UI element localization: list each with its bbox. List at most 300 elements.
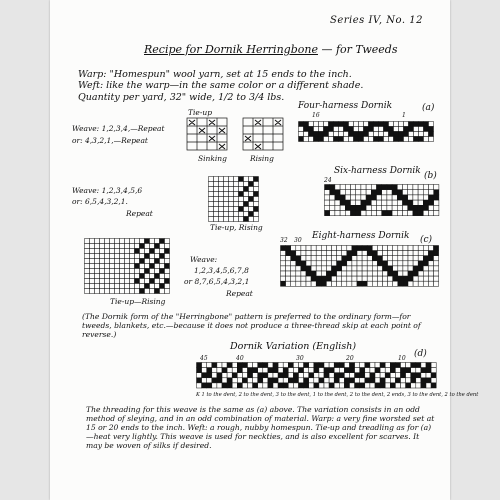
draft-cell bbox=[423, 195, 428, 200]
draft-cell bbox=[314, 363, 319, 368]
draft-cell bbox=[224, 187, 229, 192]
draft-cell bbox=[120, 249, 125, 254]
draft-cell bbox=[383, 246, 388, 251]
draft-cell bbox=[329, 363, 334, 368]
draft-cell bbox=[429, 127, 434, 132]
draft-cell bbox=[90, 269, 95, 274]
draft-cell bbox=[370, 368, 375, 373]
draft-cell bbox=[414, 127, 419, 132]
draft-cell bbox=[197, 363, 202, 368]
draft-cell bbox=[342, 251, 347, 256]
draft-cell bbox=[293, 378, 298, 383]
draft-cell bbox=[387, 200, 392, 205]
draft-cell bbox=[329, 373, 334, 378]
variation-description: The threading for this weave is the same as (a) above. The variation consists in an odd method of sleying, and in an odd combination of material. Warp: a very fine worsted set at 15 or 20 ends to the inch. Weft: a rough, nubby homespun. Tie-up and treadling as for (a)—heat very lightly. This weave is used for neckties, and is also excellent for scarves. It may be woven of silks if desired. bbox=[86, 405, 435, 450]
draft-cell bbox=[335, 185, 340, 190]
draft-cell bbox=[110, 254, 115, 259]
draft-cell bbox=[150, 264, 155, 269]
variation-dent-notes: K 1 to the dent, 2 to the dent, 3 to the dent, 1 to the dent, 2 to the dent, 2 ends, 3 to the dent, 2 to the dent bbox=[196, 392, 479, 398]
draft-cell bbox=[135, 239, 140, 244]
draft-cell bbox=[418, 190, 423, 195]
draft-cell bbox=[273, 378, 278, 383]
draft-cell bbox=[397, 205, 402, 210]
draft-cell bbox=[291, 276, 296, 281]
draft-cell bbox=[395, 368, 400, 373]
draft-cell bbox=[387, 185, 392, 190]
draft-cell bbox=[366, 190, 371, 195]
draft-cell bbox=[100, 289, 105, 294]
draft-cell bbox=[329, 383, 334, 388]
draft-cell bbox=[229, 207, 234, 212]
draft-cell bbox=[367, 261, 372, 266]
draft-cell bbox=[249, 177, 254, 182]
draft-cell bbox=[314, 122, 319, 127]
draft-cell bbox=[411, 378, 416, 383]
draft-cell bbox=[370, 378, 375, 383]
draft-cell bbox=[392, 195, 397, 200]
draft-cell bbox=[232, 363, 237, 368]
draft-cell bbox=[249, 207, 254, 212]
draft-cell bbox=[361, 195, 366, 200]
draft-cell bbox=[337, 261, 342, 266]
draft-cell bbox=[160, 244, 165, 249]
draft-cell bbox=[258, 363, 263, 368]
draft-cell bbox=[347, 276, 352, 281]
draft-cell bbox=[434, 276, 439, 281]
draft-cell bbox=[165, 274, 170, 279]
draft-cell bbox=[429, 211, 434, 216]
draft-cell bbox=[413, 211, 418, 216]
draft-cell bbox=[339, 122, 344, 127]
draft-cell bbox=[110, 239, 115, 244]
draft-cell bbox=[418, 276, 423, 281]
draft-cell bbox=[329, 122, 334, 127]
draft-cell bbox=[434, 185, 439, 190]
draft-cell bbox=[418, 261, 423, 266]
draft-cell bbox=[130, 249, 135, 254]
draft-cell bbox=[254, 202, 259, 207]
draft-cell bbox=[423, 256, 428, 261]
draft-cell bbox=[239, 197, 244, 202]
draft-cell bbox=[357, 276, 362, 281]
draft-cell bbox=[253, 378, 258, 383]
draft-cell bbox=[155, 239, 160, 244]
draft-cell bbox=[135, 264, 140, 269]
draft-cell bbox=[278, 368, 283, 373]
draft-cell bbox=[362, 271, 367, 276]
draft-cell bbox=[429, 205, 434, 210]
draft-cell bbox=[367, 251, 372, 256]
draft-cell bbox=[209, 212, 214, 217]
draft-cell bbox=[374, 127, 379, 132]
draft-cell bbox=[296, 281, 301, 286]
draft-cell bbox=[334, 383, 339, 388]
draft-cell bbox=[130, 274, 135, 279]
draft-cell bbox=[281, 251, 286, 256]
draft-cell bbox=[329, 368, 334, 373]
draft-cell bbox=[357, 251, 362, 256]
draft-cell bbox=[354, 132, 359, 137]
draft-cell bbox=[397, 200, 402, 205]
draft-cell bbox=[304, 373, 309, 378]
draft-cell bbox=[165, 259, 170, 264]
four-num-1: 1 bbox=[402, 112, 406, 119]
draft-cell bbox=[352, 271, 357, 276]
draft-cell bbox=[145, 249, 150, 254]
draft-cell bbox=[242, 363, 247, 368]
draft-cell bbox=[90, 249, 95, 254]
draft-cell bbox=[209, 182, 214, 187]
draft-cell bbox=[145, 244, 150, 249]
draft-cell bbox=[375, 368, 380, 373]
draft-cell bbox=[408, 246, 413, 251]
draft-cell bbox=[387, 190, 392, 195]
draft-cell bbox=[416, 368, 421, 373]
draft-cell bbox=[411, 373, 416, 378]
draft-cell bbox=[299, 122, 304, 127]
draft-cell bbox=[408, 266, 413, 271]
draft-cell bbox=[326, 246, 331, 251]
draft-cell bbox=[145, 254, 150, 259]
draft-cell bbox=[296, 266, 301, 271]
draft-cell bbox=[419, 127, 424, 132]
draft-cell bbox=[418, 200, 423, 205]
draft-cell bbox=[379, 132, 384, 137]
draft-cell bbox=[85, 279, 90, 284]
draft-cell bbox=[244, 212, 249, 217]
draft-cell bbox=[263, 373, 268, 378]
draft-cell bbox=[155, 289, 160, 294]
draft-cell bbox=[371, 200, 376, 205]
draft-cell bbox=[214, 202, 219, 207]
draft-cell bbox=[385, 383, 390, 388]
draft-cell bbox=[135, 259, 140, 264]
draft-cell bbox=[291, 251, 296, 256]
draft-cell bbox=[413, 246, 418, 251]
draft-cell bbox=[357, 246, 362, 251]
four-tieup-label: Tie-up bbox=[188, 108, 213, 117]
draft-cell bbox=[329, 137, 334, 142]
draft-cell bbox=[248, 378, 253, 383]
draft-cell bbox=[100, 244, 105, 249]
draft-cell bbox=[291, 281, 296, 286]
draft-cell bbox=[254, 207, 259, 212]
draft-cell bbox=[95, 259, 100, 264]
draft-cell bbox=[110, 249, 115, 254]
draft-cell bbox=[140, 259, 145, 264]
draft-cell bbox=[403, 266, 408, 271]
draft-cell bbox=[281, 256, 286, 261]
draft-cell bbox=[330, 195, 335, 200]
draft-cell bbox=[304, 137, 309, 142]
draft-cell bbox=[209, 197, 214, 202]
draft-cell bbox=[130, 254, 135, 259]
draft-cell bbox=[209, 192, 214, 197]
draft-cell bbox=[326, 251, 331, 256]
draft-cell bbox=[100, 274, 105, 279]
draft-cell bbox=[222, 383, 227, 388]
draft-cell bbox=[350, 373, 355, 378]
draft-cell bbox=[434, 256, 439, 261]
six-weave-1: Weave: 1,2,3,4,5,6 bbox=[72, 186, 143, 195]
draft-cell bbox=[334, 122, 339, 127]
draft-cell bbox=[120, 254, 125, 259]
draft-cell bbox=[248, 373, 253, 378]
draft-cell bbox=[197, 373, 202, 378]
draft-cell bbox=[362, 256, 367, 261]
six-num: 24 bbox=[324, 177, 332, 184]
draft-cell bbox=[372, 256, 377, 261]
draft-cell bbox=[90, 254, 95, 259]
draft-cell bbox=[319, 122, 324, 127]
draft-cell bbox=[377, 266, 382, 271]
draft-cell bbox=[429, 185, 434, 190]
draft-cell bbox=[365, 383, 370, 388]
draft-cell bbox=[125, 279, 130, 284]
draft-cell bbox=[335, 200, 340, 205]
draft-cell bbox=[299, 383, 304, 388]
draft-cell bbox=[165, 289, 170, 294]
draft-cell bbox=[296, 276, 301, 281]
draft-cell bbox=[340, 205, 345, 210]
draft-cell bbox=[369, 137, 374, 142]
draft-cell bbox=[125, 264, 130, 269]
draft-cell bbox=[304, 122, 309, 127]
draft-cell bbox=[399, 122, 404, 127]
draft-cell bbox=[389, 137, 394, 142]
draft-cell bbox=[390, 383, 395, 388]
draft-cell bbox=[222, 373, 227, 378]
draft-cell bbox=[384, 122, 389, 127]
draft-cell bbox=[286, 256, 291, 261]
draft-cell bbox=[340, 211, 345, 216]
draft-cell bbox=[150, 244, 155, 249]
draft-cell bbox=[115, 284, 120, 289]
draft-cell bbox=[335, 205, 340, 210]
draft-cell bbox=[324, 373, 329, 378]
draft-cell bbox=[337, 281, 342, 286]
draft-cell bbox=[278, 363, 283, 368]
draft-cell bbox=[354, 137, 359, 142]
draft-cell bbox=[335, 190, 340, 195]
draft-cell bbox=[263, 383, 268, 388]
draft-cell bbox=[372, 266, 377, 271]
draft-cell bbox=[234, 207, 239, 212]
draft-cell bbox=[242, 373, 247, 378]
draft-cell bbox=[342, 271, 347, 276]
draft-cell bbox=[85, 274, 90, 279]
draft-cell bbox=[120, 289, 125, 294]
draft-cell bbox=[95, 289, 100, 294]
draft-cell bbox=[365, 368, 370, 373]
draft-cell bbox=[423, 205, 428, 210]
draft-cell bbox=[334, 378, 339, 383]
draft-cell bbox=[345, 185, 350, 190]
draft-cell bbox=[120, 239, 125, 244]
draft-cell bbox=[334, 127, 339, 132]
draft-cell bbox=[399, 127, 404, 132]
draft-cell bbox=[301, 261, 306, 266]
draft-cell bbox=[344, 383, 349, 388]
draft-cell bbox=[389, 122, 394, 127]
draft-cell bbox=[429, 200, 434, 205]
draft-cell bbox=[377, 211, 382, 216]
draft-cell bbox=[150, 259, 155, 264]
draft-cell bbox=[140, 244, 145, 249]
draft-cell bbox=[301, 266, 306, 271]
draft-cell bbox=[321, 261, 326, 266]
draft-cell bbox=[311, 246, 316, 251]
draft-cell bbox=[359, 132, 364, 137]
draft-cell bbox=[403, 195, 408, 200]
draft-cell bbox=[120, 244, 125, 249]
draft-cell bbox=[232, 373, 237, 378]
draft-cell bbox=[325, 200, 330, 205]
draft-cell bbox=[426, 363, 431, 368]
draft-cell bbox=[321, 256, 326, 261]
draft-cell bbox=[268, 368, 273, 373]
draft-cell bbox=[326, 281, 331, 286]
draft-cell bbox=[369, 132, 374, 137]
draft-cell bbox=[214, 217, 219, 222]
draft-cell bbox=[321, 281, 326, 286]
draft-cell bbox=[135, 269, 140, 274]
draft-cell bbox=[367, 256, 372, 261]
draft-cell bbox=[326, 271, 331, 276]
draft-cell bbox=[398, 251, 403, 256]
draft-cell bbox=[356, 195, 361, 200]
draft-cell bbox=[365, 363, 370, 368]
draft-cell bbox=[209, 177, 214, 182]
draft-cell bbox=[429, 137, 434, 142]
draft-cell bbox=[397, 195, 402, 200]
draft-cell bbox=[374, 122, 379, 127]
draft-cell bbox=[350, 368, 355, 373]
draft-cell bbox=[347, 256, 352, 261]
draft-cell bbox=[423, 190, 428, 195]
draft-cell bbox=[360, 363, 365, 368]
eight-repeat: Repeat bbox=[226, 289, 253, 298]
draft-cell bbox=[413, 205, 418, 210]
draft-cell bbox=[359, 122, 364, 127]
draft-cell bbox=[357, 261, 362, 266]
draft-cell bbox=[375, 383, 380, 388]
draft-cell bbox=[366, 200, 371, 205]
draft-cell bbox=[160, 279, 165, 284]
draft-cell bbox=[306, 246, 311, 251]
draft-cell bbox=[337, 266, 342, 271]
draft-cell bbox=[207, 383, 212, 388]
draft-cell bbox=[202, 378, 207, 383]
draft-cell bbox=[258, 378, 263, 383]
draft-cell bbox=[249, 182, 254, 187]
draft-cell bbox=[214, 197, 219, 202]
draft-cell bbox=[362, 251, 367, 256]
draft-cell bbox=[403, 276, 408, 281]
draft-cell bbox=[219, 212, 224, 217]
draft-cell bbox=[406, 368, 411, 373]
draft-cell bbox=[232, 378, 237, 383]
draft-cell bbox=[224, 182, 229, 187]
draft-cell bbox=[273, 383, 278, 388]
draft-cell bbox=[291, 261, 296, 266]
draft-cell bbox=[371, 211, 376, 216]
draft-cell bbox=[325, 211, 330, 216]
draft-cell bbox=[214, 187, 219, 192]
draft-cell bbox=[155, 269, 160, 274]
eight-weave-2: 1,2,3,4,5,6,7,8 bbox=[194, 266, 249, 275]
draft-cell bbox=[428, 266, 433, 271]
draft-cell bbox=[342, 261, 347, 266]
draft-cell bbox=[329, 378, 334, 383]
draft-cell bbox=[249, 217, 254, 222]
draft-cell bbox=[120, 279, 125, 284]
draft-cell bbox=[281, 271, 286, 276]
draft-cell bbox=[379, 127, 384, 132]
draft-cell bbox=[419, 122, 424, 127]
draft-cell bbox=[239, 182, 244, 187]
draft-cell bbox=[150, 269, 155, 274]
draft-cell bbox=[207, 368, 212, 373]
draft-cell bbox=[421, 368, 426, 373]
draft-cell bbox=[416, 373, 421, 378]
draft-cell bbox=[100, 279, 105, 284]
draft-cell bbox=[347, 281, 352, 286]
draft-cell bbox=[207, 373, 212, 378]
draft-cell bbox=[125, 284, 130, 289]
draft-cell bbox=[342, 256, 347, 261]
draft-cell bbox=[431, 368, 436, 373]
draft-cell bbox=[299, 368, 304, 373]
draft-cell bbox=[130, 244, 135, 249]
draft-cell bbox=[371, 205, 376, 210]
draft-cell bbox=[352, 281, 357, 286]
draft-cell bbox=[135, 284, 140, 289]
draft-cell bbox=[403, 200, 408, 205]
draft-cell bbox=[90, 279, 95, 284]
draft-cell bbox=[362, 266, 367, 271]
draft-cell bbox=[155, 244, 160, 249]
draft-cell bbox=[347, 266, 352, 271]
draft-cell bbox=[339, 127, 344, 132]
draft-cell bbox=[130, 269, 135, 274]
draft-cell bbox=[217, 368, 222, 373]
draft-cell bbox=[413, 195, 418, 200]
draft-cell bbox=[253, 373, 258, 378]
draft-cell bbox=[222, 363, 227, 368]
draft-cell bbox=[125, 274, 130, 279]
draft-cell bbox=[414, 137, 419, 142]
draft-cell bbox=[288, 363, 293, 368]
draft-cell bbox=[311, 266, 316, 271]
draft-cell bbox=[397, 185, 402, 190]
draft-cell bbox=[85, 284, 90, 289]
draft-cell bbox=[314, 373, 319, 378]
draft-cell bbox=[309, 132, 314, 137]
draft-cell bbox=[428, 261, 433, 266]
draft-cell bbox=[140, 239, 145, 244]
draft-cell bbox=[125, 269, 130, 274]
draft-cell bbox=[229, 182, 234, 187]
draft-cell bbox=[95, 274, 100, 279]
draft-cell bbox=[394, 127, 399, 132]
draft-cell bbox=[390, 363, 395, 368]
draft-cell bbox=[232, 383, 237, 388]
draft-cell bbox=[428, 256, 433, 261]
draft-cell bbox=[345, 200, 350, 205]
draft-cell bbox=[115, 274, 120, 279]
draft-cell bbox=[219, 182, 224, 187]
